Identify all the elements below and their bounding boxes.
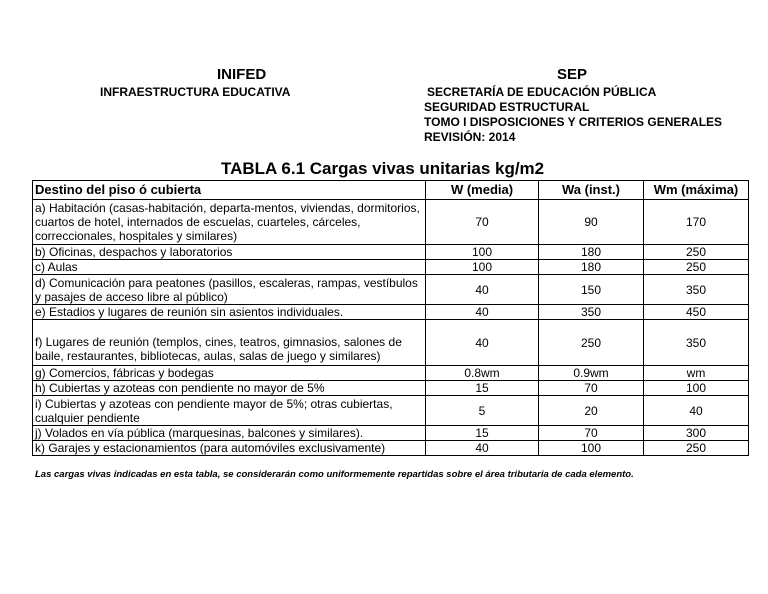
column-header-wa: Wa (inst.) (539, 181, 644, 200)
column-header-w: W (media) (426, 181, 539, 200)
cell-w: 70 (426, 200, 539, 245)
loads-table (32, 180, 749, 456)
column-header-wm: Wm (máxima) (644, 181, 749, 200)
table-header-row (33, 181, 749, 200)
table-row (33, 366, 749, 381)
cell-destino: h) Cubiertas y azoteas con pendiente no mayor de 5% (33, 381, 426, 396)
cell-wm: 100 (644, 381, 749, 396)
cell-destino: g) Comercios, fábricas y bodegas (33, 366, 426, 381)
header-right-line-4: REVISIÓN: 2014 (424, 130, 516, 144)
cell-destino: i) Cubiertas y azoteas con pendiente mayor de 5%; otras cubiertas, cualquier pendiente (33, 396, 426, 426)
cell-w: 5 (426, 396, 539, 426)
table-row (33, 381, 749, 396)
table-row (33, 200, 749, 245)
cell-w: 40 (426, 320, 539, 366)
cell-w: 100 (426, 245, 539, 260)
cell-w: 15 (426, 381, 539, 396)
cell-destino: c) Aulas (33, 260, 426, 275)
cell-wm: 300 (644, 426, 749, 441)
cell-wm: 250 (644, 245, 749, 260)
header-right-line-3: TOMO I DISPOSICIONES Y CRITERIOS GENERALES (424, 115, 723, 129)
cell-wa: 0.9wm (539, 366, 644, 381)
table-row (33, 320, 749, 366)
cell-wa: 150 (539, 275, 644, 305)
table-title: TABLA 6.1 Cargas vivas unitarias kg/m2 (221, 159, 545, 178)
cell-w: 40 (426, 441, 539, 456)
cell-wa: 100 (539, 441, 644, 456)
table-row (33, 275, 749, 305)
table-row (33, 305, 749, 320)
column-header-destino: Destino del piso ó cubierta (33, 181, 426, 200)
cell-wm: 250 (644, 260, 749, 275)
cell-w: 40 (426, 275, 539, 305)
cell-destino: b) Oficinas, despachos y laboratorios (33, 245, 426, 260)
header-right-line-1: SECRETARÍA DE EDUCACIÓN PÚBLICA (427, 85, 657, 99)
cell-destino: e) Estadios y lugares de reunión sin asientos individuales. (33, 305, 426, 320)
cell-wm: 350 (644, 320, 749, 366)
cell-wa: 70 (539, 381, 644, 396)
cell-w: 40 (426, 305, 539, 320)
cell-wa: 70 (539, 426, 644, 441)
cell-wa: 250 (539, 320, 644, 366)
cell-destino: f) Lugares de reunión (templos, cines, teatros, gimnasios, salones de baile, restaurantes, bibliotecas, aulas, salas de juego y similares) (33, 320, 426, 366)
cell-wm: 40 (644, 396, 749, 426)
header-right-line-2: SEGURIDAD ESTRUCTURAL (424, 100, 590, 114)
cell-wa: 350 (539, 305, 644, 320)
cell-wa: 90 (539, 200, 644, 245)
cell-wm: 450 (644, 305, 749, 320)
table-row (33, 396, 749, 426)
cell-destino: j) Volados en vía pública (marquesinas, balcones y similares). (33, 426, 426, 441)
header-left-title: INIFED (217, 66, 267, 83)
cell-wa: 20 (539, 396, 644, 426)
cell-destino: a) Habitación (casas-habitación, departa-mentos, viviendas, dormitorios, cuartos de hotel, internados de escuelas, cuarteles, cárceles, correccionales, hospitales y similares) (33, 200, 426, 245)
cell-w: 100 (426, 260, 539, 275)
cell-destino: d) Comunicación para peatones (pasillos, escaleras, rampas, vestíbulos y pasajes de acceso libre al público) (33, 275, 426, 305)
header-left-subtitle: INFRAESTRUCTURA EDUCATIVA (100, 85, 291, 99)
cell-destino: k) Garajes y estacionamientos (para automóviles exclusivamente) (33, 441, 426, 456)
cell-wa: 180 (539, 245, 644, 260)
cell-wm: 250 (644, 441, 749, 456)
header-right-title: SEP (557, 66, 588, 83)
cell-w: 15 (426, 426, 539, 441)
table-note: Las cargas vivas indicadas en esta tabla, se considerarán como uniformemente repartidas sobre el área tributaria de cada elemento. (35, 469, 634, 480)
cell-wm: 350 (644, 275, 749, 305)
cell-wm: 170 (644, 200, 749, 245)
table-row (33, 245, 749, 260)
cell-wm: wm (644, 366, 749, 381)
table-row (33, 260, 749, 275)
cell-wa: 180 (539, 260, 644, 275)
table-row (33, 426, 749, 441)
cell-w: 0.8wm (426, 366, 539, 381)
table-row (33, 441, 749, 456)
